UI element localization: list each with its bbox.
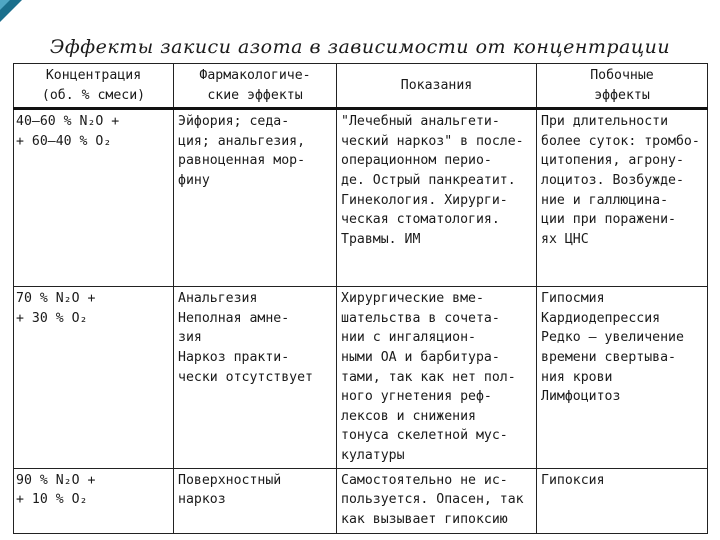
- header-pharmacological-effects: Фармакологиче- ские эффекты: [174, 64, 337, 109]
- header-side-effects: Побочные эффекты: [537, 64, 708, 109]
- table-row: [14, 287, 708, 468]
- cell-side-effects: При длительности более суток: тромбо- цитопения, агрону- лоцитоз. Возбужде- ние и галлюцина- ции при поражени- ях ЦНС: [537, 109, 708, 287]
- cell-concentration: 70 % N₂O + + 30 % O₂: [14, 287, 174, 468]
- header-indications: Показания: [337, 64, 537, 109]
- slide-corner-decoration-inner: [0, 0, 10, 10]
- cell-indications: Хирургические вме- шательства в сочета- нии с ингаляцион- ными ОА и барбитура- тами, так как нет пол- ного угнетения реф- лексов и снижения тонуса скелетной мус- кулатуры: [337, 287, 537, 468]
- page-title: Эффекты закиси азота в зависимости от концентрации: [49, 36, 671, 58]
- cell-side-effects: Гипоксия: [537, 468, 708, 533]
- cell-effects: Эйфория; седа- ция; анальгезия, равноценная мор- фину: [174, 109, 337, 287]
- table-row: [14, 468, 708, 533]
- cell-side-effects: Гипосмия Кардиодепрессия Редко — увеличение времени свертыва- ния крови Лимфоцитоз: [537, 287, 708, 468]
- cell-concentration: 40—60 % N₂O + + 60—40 % O₂: [14, 109, 174, 287]
- table-header-row: [14, 64, 708, 109]
- cell-indications: Самостоятельно не ис- пользуется. Опасен, так как вызывает гипоксию: [337, 468, 537, 533]
- table-row: [14, 109, 708, 287]
- cell-concentration: 90 % N₂O + + 10 % O₂: [14, 468, 174, 533]
- effects-table: [13, 63, 708, 534]
- header-concentration: Концентрация (об. % смеси): [14, 64, 174, 109]
- cell-effects: Анальгезия Неполная амне- зия Наркоз практи- чески отсутствует: [174, 287, 337, 468]
- cell-indications: "Лечебный анальгети- ческий наркоз" в после- операционном перио- де. Острый панкреатит. Гинекология. Хирурги- ческая стоматология. Травмы. ИМ: [337, 109, 537, 287]
- cell-effects: Поверхностный наркоз: [174, 468, 337, 533]
- effects-table-container: [13, 63, 707, 527]
